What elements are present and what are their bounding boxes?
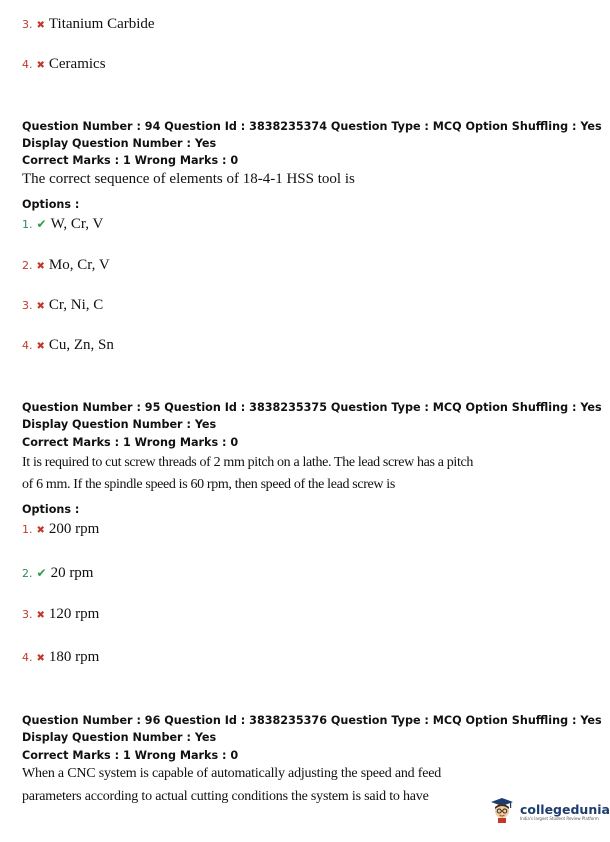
option-number: 1. <box>22 523 33 536</box>
option-row <box>22 216 103 233</box>
option-text: Mo, Cr, V <box>48 257 110 273</box>
wrong-mark-icon: ✖ <box>36 301 45 312</box>
option-text: Cu, Zn, Sn <box>48 337 114 353</box>
option-text: 180 rpm <box>48 649 100 665</box>
option-text: 120 rpm <box>48 606 100 622</box>
option-row <box>22 16 155 33</box>
wrong-mark-icon: ✖ <box>36 261 45 272</box>
wrong-mark-icon: ✖ <box>36 653 45 664</box>
question-meta: Question Number : 94 Question Id : 3838235374 Question Type : MCQ Option Shuffling : Yes <box>22 120 602 133</box>
option-row <box>22 649 99 666</box>
marks-info: Correct Marks : 1 Wrong Marks : 0 <box>22 436 239 449</box>
option-text: 200 rpm <box>48 521 100 537</box>
option-text: Titanium Carbide <box>48 16 155 32</box>
option-row <box>22 565 93 582</box>
option-row <box>22 257 110 274</box>
question-text-line: parameters according to actual cutting conditions the system is said to have <box>22 789 429 804</box>
correct-check-icon: ✔ <box>36 566 47 580</box>
wrong-mark-icon: ✖ <box>36 20 45 31</box>
option-text: W, Cr, V <box>50 216 104 232</box>
display-question-number: Display Question Number : Yes <box>22 137 217 150</box>
marks-info: Correct Marks : 1 Wrong Marks : 0 <box>22 749 239 762</box>
wrong-mark-icon: ✖ <box>36 341 45 352</box>
option-text: 20 rpm <box>50 565 94 581</box>
brand-logo <box>490 797 610 827</box>
brand-tagline: India's largest Student Review Platform <box>520 815 599 821</box>
option-number: 4. <box>22 58 33 71</box>
options-label: Options : <box>22 198 80 211</box>
question-meta: Question Number : 96 Question Id : 3838235376 Question Type : MCQ Option Shuffling : Yes <box>22 714 602 727</box>
display-question-number: Display Question Number : Yes <box>22 418 217 431</box>
option-number: 3. <box>22 18 33 31</box>
graduate-mascot-icon <box>490 797 514 827</box>
brand-name: collegedunia <box>520 801 610 817</box>
question-text-line: of 6 mm. If the spindle speed is 60 rpm, then speed of the lead screw is <box>22 477 395 492</box>
option-number: 1. <box>22 218 33 231</box>
option-text: Cr, Ni, C <box>48 297 104 313</box>
wrong-mark-icon: ✖ <box>36 525 45 536</box>
option-row <box>22 521 99 538</box>
option-text: Ceramics <box>48 56 106 72</box>
option-row <box>22 337 114 354</box>
question-meta: Question Number : 95 Question Id : 3838235375 Question Type : MCQ Option Shuffling : Yes <box>22 401 602 414</box>
wrong-mark-icon: ✖ <box>36 610 45 621</box>
question-text-line: It is required to cut screw threads of 2 mm pitch on a lathe. The lead screw has a pitch <box>22 455 474 470</box>
option-row <box>22 606 99 623</box>
option-row <box>22 56 106 73</box>
marks-info: Correct Marks : 1 Wrong Marks : 0 <box>22 154 239 167</box>
option-number: 3. <box>22 299 33 312</box>
correct-check-icon: ✔ <box>36 217 47 231</box>
option-number: 4. <box>22 339 33 352</box>
wrong-mark-icon: ✖ <box>36 60 45 71</box>
option-number: 3. <box>22 608 33 621</box>
option-number: 2. <box>22 259 33 272</box>
option-number: 2. <box>22 567 33 580</box>
question-text: The correct sequence of elements of 18-4-1 HSS tool is <box>22 171 355 187</box>
option-number: 4. <box>22 651 33 664</box>
display-question-number: Display Question Number : Yes <box>22 731 217 744</box>
question-text-line: When a CNC system is capable of automatically adjusting the speed and feed <box>22 766 442 781</box>
options-label: Options : <box>22 503 80 516</box>
option-row <box>22 297 103 314</box>
